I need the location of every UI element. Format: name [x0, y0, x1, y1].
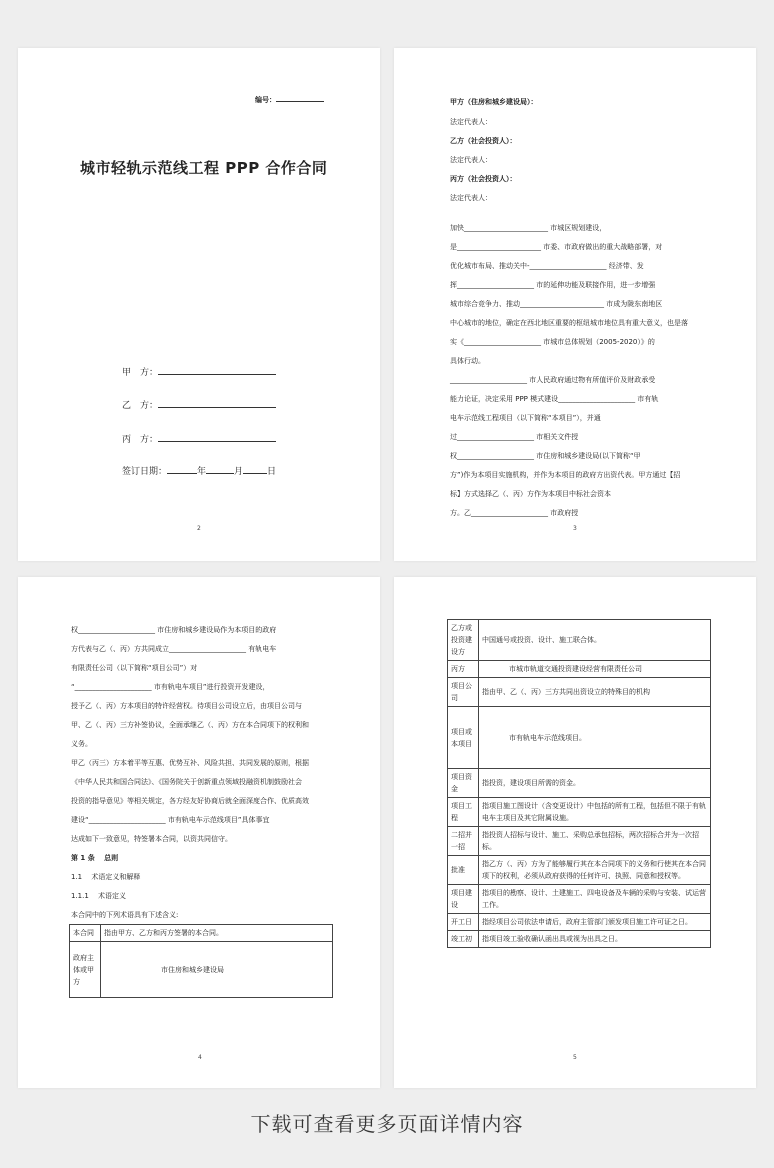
text-line: 甲、乙（、丙）三方补签协议，全面承继乙（、丙）方在本合同项下的权利和	[71, 721, 309, 729]
definition-cell: 指投资人招标与设计、施工、采购总承包招标，两次招标合并为一次招标。	[479, 827, 711, 856]
year-label: 年	[197, 467, 207, 477]
page-number: 4	[198, 1054, 202, 1061]
definition-cell: 指项目施工图设计（含变更设计）中包括的所有工程，包括但不限于有轨电车主项目及其它附属设施。	[479, 798, 711, 827]
text-line: 达成如下一致意见，特签署本合同，以资共同信守。	[71, 835, 232, 843]
text-line: 甲乙（丙三）方本着平等互惠、优势互补、风险共担、共同发展的原则，根据	[71, 759, 309, 767]
term-cell: 批准	[448, 856, 479, 885]
definition-cell: 指乙方（、丙）方为了能够履行其在本合同项下的义务和行使其在本合同项下的权利，必须从政府获得的任何许可、执照、同意和授权等。	[479, 856, 711, 885]
subsection-heading: 1.1.1 术语定义	[71, 892, 127, 900]
sign-date-line	[122, 464, 276, 477]
table-row	[448, 678, 711, 707]
party-c-heading: 丙方（社会投资人）：	[450, 175, 517, 183]
term-cell: 二招并一招	[448, 827, 479, 856]
download-more-caption: 下载可查看更多页面详情内容	[250, 1112, 524, 1136]
table-row	[448, 661, 711, 678]
table-row	[448, 827, 711, 856]
text-line: 投资的指导意见》等相关规定，各方经友好协商后就全面深度合作、优质高效	[71, 797, 309, 805]
term-cell: 政府主体或甲方	[70, 942, 101, 998]
definition-cell: 指项目竣工验收确认函出具或视为出具之日。	[479, 931, 711, 948]
text-line: 实《______________________ 市城市总体规划（2005-2020）》的	[450, 338, 655, 346]
document-page-definitions	[394, 577, 756, 1088]
table-row	[448, 620, 711, 661]
document-page-parties	[394, 48, 756, 561]
party-b-heading: 乙方（社会投资人）：	[450, 137, 517, 145]
text-line: 是________________________ 市委、市政府做出的重大战略部署，对	[450, 243, 663, 251]
table-row	[448, 798, 711, 827]
party-b-line	[122, 398, 276, 411]
text-line: 授予乙（、丙）方本项目的特许经营权。待项目公司设立后，由项目公司与	[71, 702, 302, 710]
definition-cell: 指由甲方、乙方和丙方签署的本合同。	[101, 925, 333, 942]
party-b-rep: 法定代表人：	[450, 156, 492, 164]
definition-cell: 市住房和城乡建设局	[101, 942, 333, 998]
contract-code	[255, 94, 324, 105]
definition-cell: 指经项目公司依法申请后，政府主管部门颁发项目施工许可证之日。	[479, 914, 711, 931]
definition-cell: 指项目的勘察、设计、土建施工、四电设备及车辆的采购与安装、试运营工作。	[479, 885, 711, 914]
text-line: 方代表与乙（、丙）方共同成立______________________ 有轨电车	[71, 645, 277, 653]
text-line: 建设“______________________ 市有轨电车示范线项目”具体事宜	[71, 816, 270, 824]
text-line: 具体行动。	[450, 357, 485, 365]
definitions-table	[447, 619, 711, 948]
text-line: 方。乙______________________ 市政府授	[450, 509, 579, 517]
term-cell: 丙方	[448, 661, 479, 678]
term-cell: 本合同	[70, 925, 101, 942]
term-cell: 项目公司	[448, 678, 479, 707]
table-row	[448, 885, 711, 914]
text-line: 能力论证，决定采用 PPP 模式建设______________________ 市有轨	[450, 395, 659, 403]
definition-cell: 指由甲、乙（、丙）三方共同出资设立的特殊目的机构	[479, 678, 711, 707]
party-c-rep: 法定代表人：	[450, 194, 492, 202]
text-line: 电车示范线工程项目（以下简称“本项目”），并通	[450, 414, 601, 422]
page-number: 5	[573, 1054, 577, 1061]
definition-cell: 中国通号或投资、设计、施工联合体。	[479, 620, 711, 661]
text-line: 方”)作为本项目实施机构，并作为本项目的政府方出资代表。甲方通过【招	[450, 471, 681, 479]
party-c-label: 丙 方：	[122, 435, 159, 445]
text-line: 城市综合竞争力、推动________________________ 市成为陇东南地区	[450, 300, 663, 308]
table-row	[70, 942, 333, 998]
text-line: 标】方式选择乙（、丙）方作为本项目中标社会资本	[450, 490, 611, 498]
document-page-general	[18, 577, 380, 1088]
page-number: 3	[573, 525, 577, 532]
party-a-line	[122, 365, 276, 378]
preamble-text	[450, 219, 688, 523]
definitions-table	[69, 924, 333, 998]
term-cell: 项目建设	[448, 885, 479, 914]
page-number: 2	[197, 525, 201, 532]
text-line: 中心城市的地位，确定在西北地区重要的枢纽城市地位具有重大意义，也是落	[450, 319, 688, 327]
term-cell: 开工日	[448, 914, 479, 931]
table-row	[448, 914, 711, 931]
text-line: 优化城市布局、推动关中-______________________ 经济带、发	[450, 262, 644, 270]
party-c-line	[122, 432, 276, 445]
term-cell: 竣工初	[448, 931, 479, 948]
text-line: 有限责任公司（以下简称“项目公司”）对	[71, 664, 198, 672]
code-label: 编号：	[255, 96, 276, 104]
definition-cell: 市有轨电车示范线项目。	[479, 707, 711, 769]
term-cell: 项目或本项目	[448, 707, 479, 769]
term-cell: 乙方或投资建设方	[448, 620, 479, 661]
party-b-label: 乙 方：	[122, 401, 159, 411]
article-heading: 第 1 条 总则	[71, 854, 119, 862]
definitions-intro: 本合同中的下列术语具有下述含义:	[71, 911, 179, 919]
document-page-cover	[18, 48, 380, 561]
text-line: 挥______________________ 市的延伸功能及联接作用，进一步增强	[450, 281, 656, 289]
day-label: 日	[267, 467, 277, 477]
table-row	[448, 707, 711, 769]
text-line: 权______________________ 市住房和城乡建设局作为本项目的政府	[71, 626, 277, 634]
definition-cell: 市城市轨道交通投资建设经营有限责任公司	[479, 661, 711, 678]
term-cell: 项目资金	[448, 769, 479, 798]
text-line: ______________________ 市人民政府通过物有所值评价及财政承受	[450, 376, 656, 384]
text-line: “______________________ 市有轨电车项目”进行投资开发建设，	[71, 683, 270, 691]
table-row	[448, 856, 711, 885]
section-heading: 1.1 术语定义和解释	[71, 873, 141, 881]
table-row	[448, 769, 711, 798]
party-a-heading: 甲方（住房和城乡建设局）：	[450, 98, 538, 106]
sign-date-label: 签订日期：	[122, 467, 168, 477]
text-line: 义务。	[71, 740, 92, 748]
document-title: 城市轻轨示范线工程 PPP 合作合同	[80, 159, 328, 177]
text-line: 权______________________ 市住房和城乡建设局(以下简称“甲	[450, 452, 641, 460]
table-row	[448, 931, 711, 948]
definition-cell: 指投资，建设项目所需的资金。	[479, 769, 711, 798]
party-a-label: 甲 方：	[122, 368, 159, 378]
table-row	[70, 925, 333, 942]
text-line: 《中华人民共和国合同法》、《国务院关于创新重点领域投融资机制鼓励社会	[71, 778, 302, 786]
text-line: 过______________________ 市相关文件授	[450, 433, 579, 441]
recital-text	[71, 621, 309, 849]
party-a-rep: 法定代表人：	[450, 118, 492, 126]
month-label: 月	[234, 467, 244, 477]
text-line: 加快________________________ 市城区规划建设，	[450, 224, 607, 232]
term-cell: 项目工程	[448, 798, 479, 827]
